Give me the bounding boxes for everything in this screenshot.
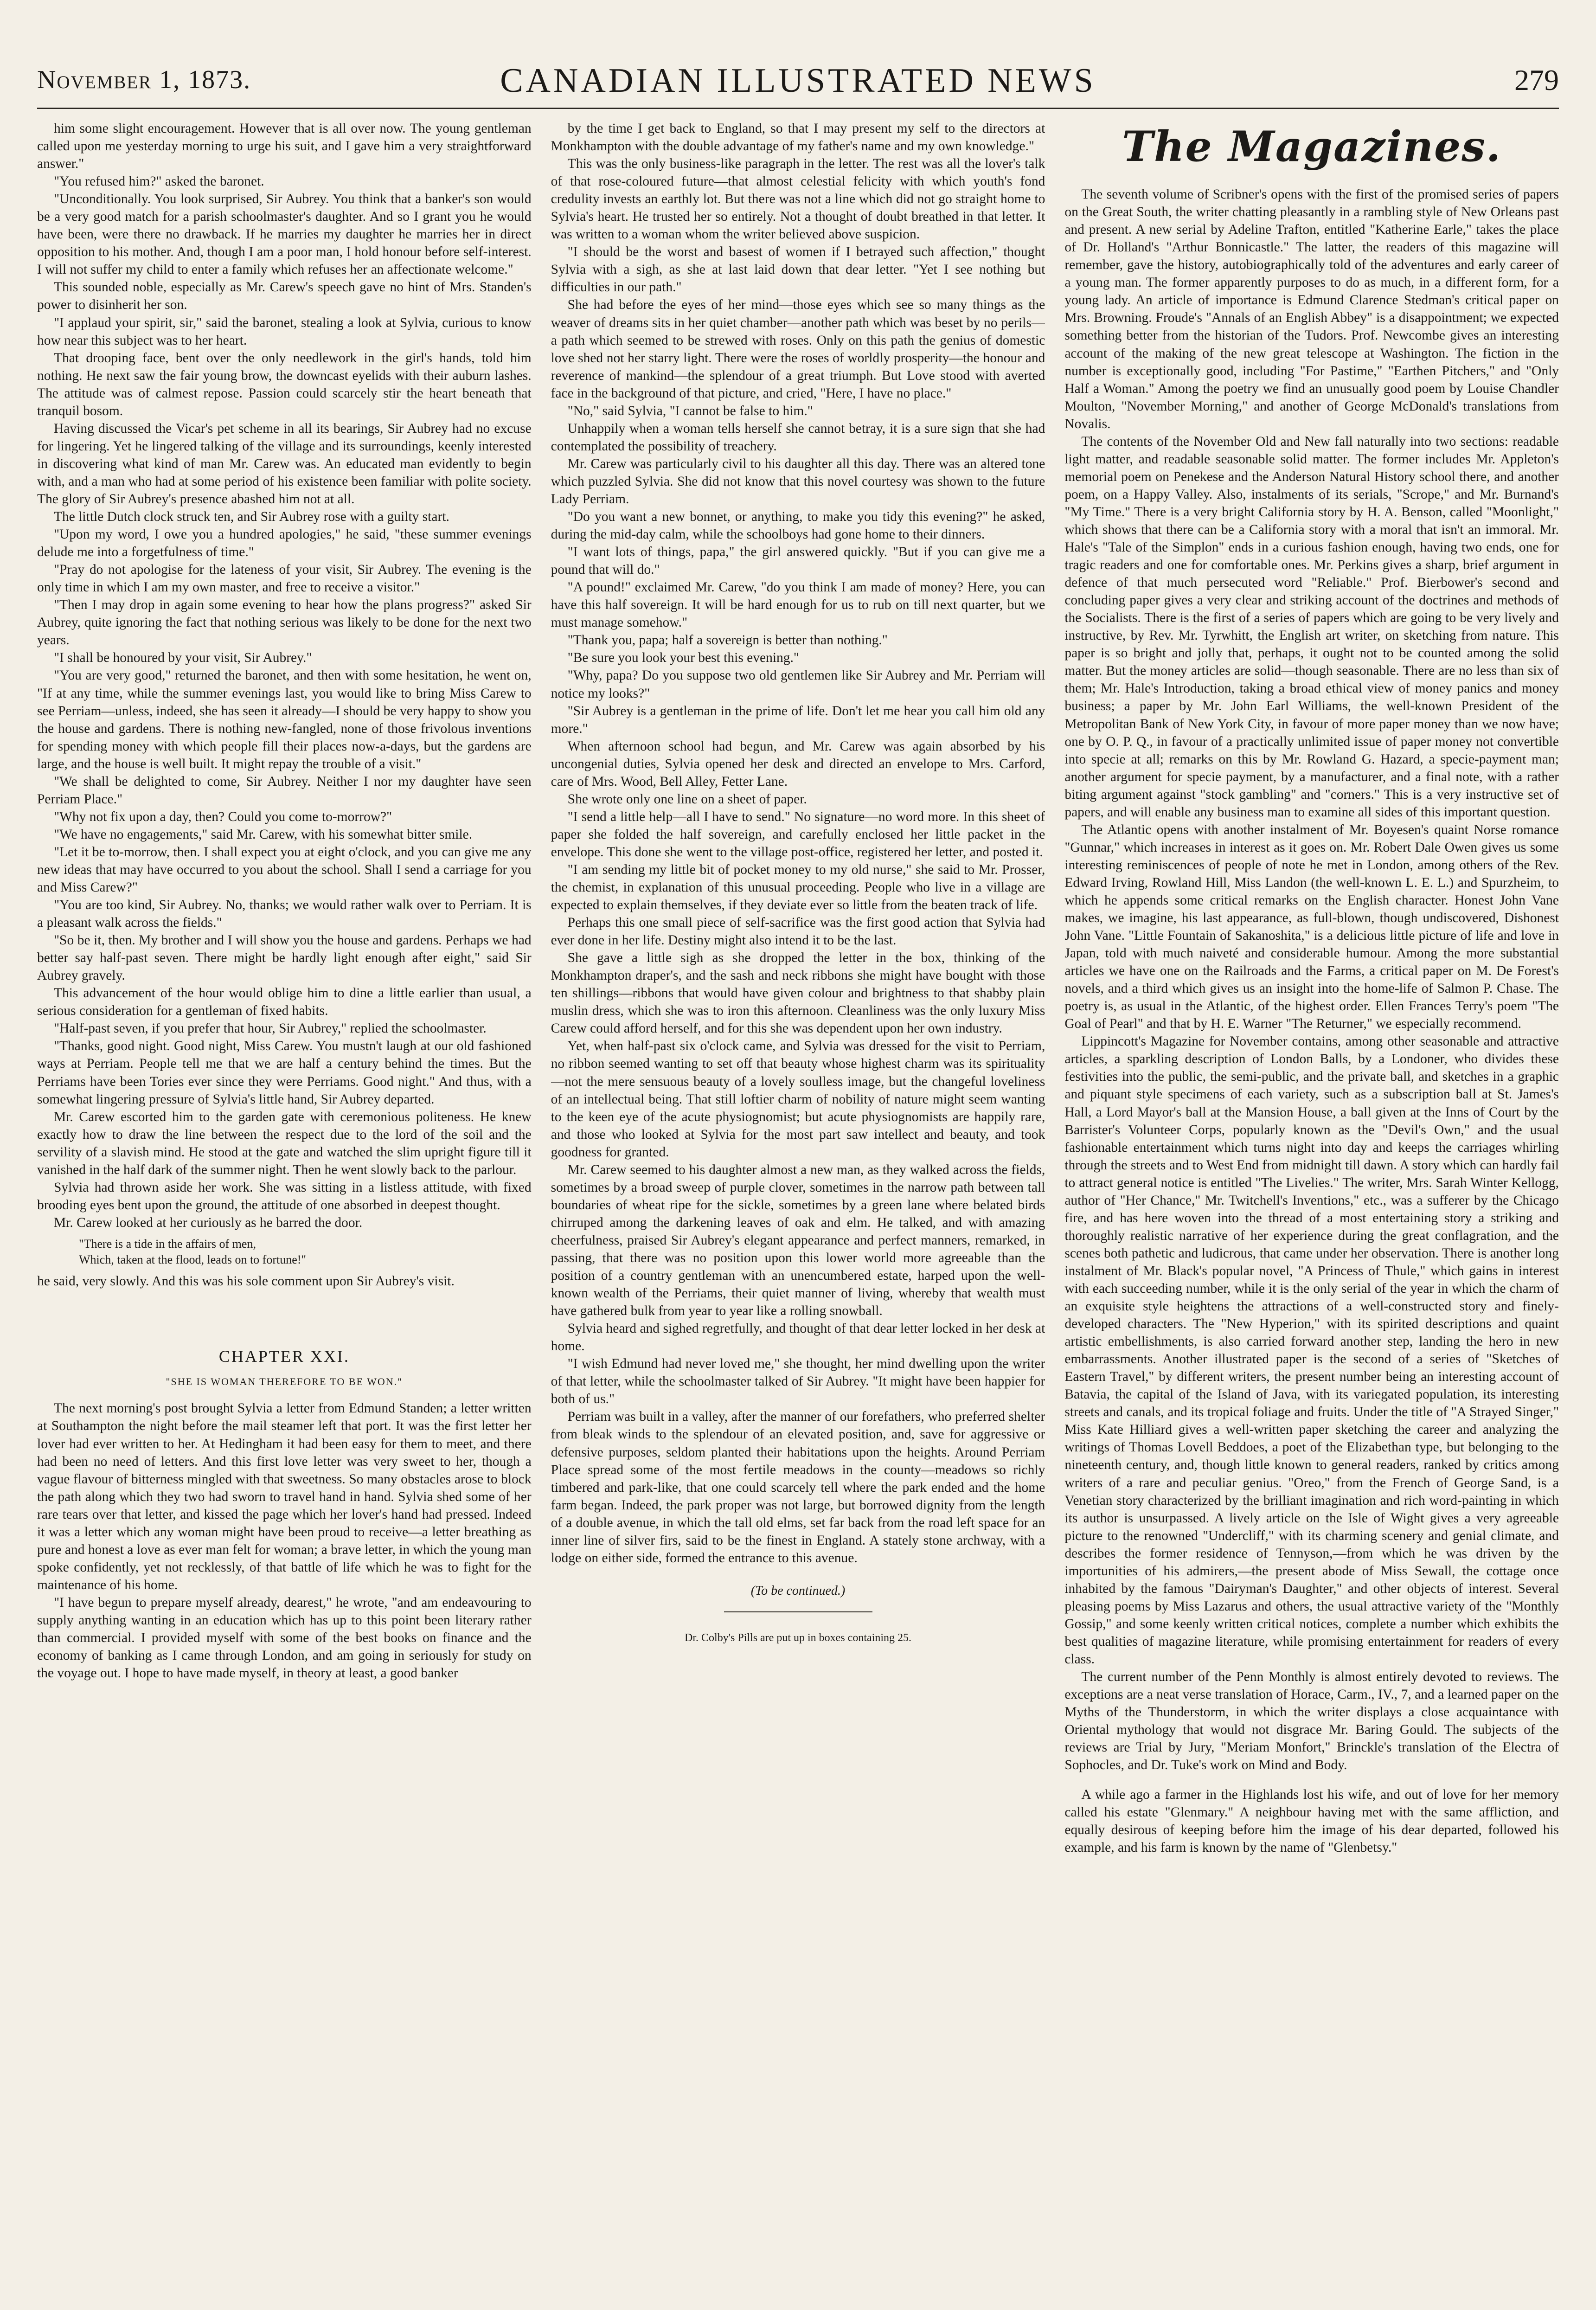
paragraph: A while ago a farmer in the Highlands lost his wife, and out of love for her memory called his estate "Glenmary." A neighbour having met with the same affliction, and equally desirous of keeping before him the image of his dear departed, followed his example, and his farm is known by the name of "Glenbetsy." xyxy=(1064,1787,1559,1855)
paragraph: "I have begun to prepare myself already, dearest," he wrote, "and am endeavouring to supply anything wanting in an education which has up to this point been literary rather than commercial. I provided myself with some of the best books on finance and the economy of banking as I came through London, and am going in seriously for study on the voyage out. I hope to have made myself, in theory at least, a good banker xyxy=(37,1595,532,1681)
paragraph: This was the only business-like paragraph in the letter. The rest was all the lover's talk of that rose-coloured future—that almost celestial felicity with which youth's fond credulity invests an earthly lot. But there was not a line which did not go straight home to Sylvia's heart. He trusted her so entirely. Not a thought of doubt breathed in that letter. It was written to a woman whom the writer believed above suspicion. xyxy=(551,156,1045,242)
paragraph: The seventh volume of Scribner's opens with the first of the promised series of papers on the Great South, the writer chatting pleasantly in a rambling style of New Orleans past and present. A new serial by Adeline Trafton, entitled "Katherine Earle," takes the place of Dr. Holland's "Arthur Bonnicastle." The latter, the readers of this magazine will remember, gave the history, autobiographically told of the adventures and early career of a young man. The former apparently purposes to do as much, in a different form, for a young lady. An article of importance is Edmund Clarence Stedman's critical paper on Mrs. Browning. Froude's "Annals of an English Abbey" is a disappointment; we expected something better from the historian of the Tudors. Prof. Newcombe gives an interesting account of the making of the new great telescope at Washington. The fiction in the number is exceptionally good, including "For Pastime," "Earthen Pitchers," and "Only Half a Woman." Among the poetry we find an unusually good poem by Louise Chandler Moulton, "November Morning," and another of George McDonald's translations from Novalis. xyxy=(1064,187,1559,431)
paragraph: "We have no engagements," said Mr. Carew, with his somewhat bitter smile. xyxy=(54,827,473,842)
issue-date: November 1, 1873. xyxy=(37,65,251,94)
verse-line: Which, taken at the flood, leads on to fortune!" xyxy=(79,1252,307,1266)
paragraph: "I send a little help—all I have to send." No signature—no word more. In this sheet of paper she folded the half sovereign, and carefully enclosed her little packet in the envelope. This done she went to the village post-office, registered her letter, and posted it. xyxy=(551,809,1045,860)
newspaper-title: CANADIAN ILLUSTRATED NEWS xyxy=(500,62,1096,100)
paragraph: Mr. Carew looked at her curiously as he barred the door. xyxy=(54,1215,363,1230)
paragraph: She gave a little sigh as she dropped the letter in the box, thinking of the Monkhampton draper's, and the sash and neck ribbons she might have bought with those ten shillings—ribbons that would have given colour and brightness to that shabby plain muslin dress, which she was to iron this afternoon. Cleanliness was the only luxury Miss Carew could afford herself, and for this she was dependent upon her own industry. xyxy=(551,950,1045,1036)
column-2 xyxy=(551,120,1045,2254)
paragraph: by the time I get back to England, so that I may present my self to the directors at Monkhampton with the double advantage of my father's name and my own knowledge." xyxy=(551,121,1045,154)
masthead xyxy=(37,56,1559,107)
verse-line: "There is a tide in the affairs of men, xyxy=(79,1237,256,1251)
to-be-continued: (To be continued.) xyxy=(750,1583,846,1598)
paragraph: "You refused him?" asked the baronet. xyxy=(54,174,264,189)
paragraph: Mr. Carew escorted him to the garden gate with ceremonious politeness. He knew exactly how to draw the line between the respect due to the lord of the soil and the servility of a slavish mind. He stood at the gate and watched the slim upright figure till it vanished in the half dark of the summer night. Then he went slowly back to the parlour. xyxy=(37,1109,532,1177)
column-1 xyxy=(37,120,532,2254)
paragraph: "No," said Sylvia, "I cannot be false to him." xyxy=(567,403,813,418)
paragraph-gap xyxy=(1064,1774,1559,1786)
chapter-title: CHAPTER XXI. xyxy=(218,1347,350,1366)
chapter-subtitle: "SHE IS WOMAN THEREFORE TO BE WON." xyxy=(166,1376,403,1388)
page-number: 279 xyxy=(1514,64,1559,96)
paragraph: him some slight encouragement. However that is all over now. The young gentleman called upon me yesterday morning to urge his suit, and I gave him a very straightforward answer." xyxy=(37,121,532,172)
advertisement: Dr. Colby's Pills are put up in boxes containing 25. xyxy=(685,1631,911,1644)
paragraph: "Then I may drop in again some evening to hear how the plans progress?" asked Sir Aubrey, quite ignoring the fact that nothing serious was likely to be done for the next two years. xyxy=(37,597,532,648)
paragraph: he said, very slowly. And this was his sole comment upon Sir Aubrey's visit. xyxy=(37,1273,455,1289)
paragraph: "Why, papa? Do you suppose two old gentlemen like Sir Aubrey and Mr. Perriam will notice my looks?" xyxy=(551,668,1045,701)
paragraph: Yet, when half-past six o'clock came, and Sylvia was dressed for the visit to Perriam, no ribbon seemed wanting to set off that beauty whose highest charm was its spirituality—not the mere sensuous beauty of a lovely soulless image, but the changeful loveliness of an intellectual being. That still loftier charm of nobility of nature might seem wanting to the keen eye of the acute physiognomist; but acute physiognomists are happily rare, and those who looked at Sylvia for the most part saw intellect and beauty, and took goodness for granted. xyxy=(551,1039,1045,1160)
paragraph: "A pound!" exclaimed Mr. Carew, "do you think I am made of money? Here, you can have this half sovereign. It will be hard enough for us to rub on till next quarter, but we must manage somehow." xyxy=(551,580,1045,630)
paragraph: When afternoon school had begun, and Mr. Carew was again absorbed by his uncongenial duties, Sylvia opened her desk and directed an envelope to Mrs. Carford, care of Mrs. Wood, Bell Alley, Fetter Lane. xyxy=(551,738,1045,789)
masthead-rule xyxy=(37,108,1559,109)
paragraph: "You are too kind, Sir Aubrey. No, thanks; we would rather walk over to Perriam. It is a pleasant walk across the fields." xyxy=(37,898,532,930)
paragraph: "Be sure you look your best this evening." xyxy=(567,650,799,666)
paragraph: "We shall be delighted to come, Sir Aubrey. Neither I nor my daughter have seen Perriam Place." xyxy=(37,774,532,807)
verse-quote xyxy=(79,1236,532,1268)
paragraph: The next morning's post brought Sylvia a letter from Edmund Standen; a letter written at Southampton the night before the mail steamer left that port. It was the first letter her lover had ever written to her. At Hedingham it had been easy for them to meet, and there had been no need of letters. And this first love letter was very sweet to her, though a vague flavour of bitterness mingled with that sweetness. So many obstacles arose to block the path along which they two had sworn to travel hand in hand. Sylvia shed some of her rare tears over that letter, and kissed the page which her lover's hand had pressed. Indeed it was a letter which any woman might have been proud to receive—a letter breathing as pure and honest a love as ever man felt for woman; a brave letter, in which the young man spoke confidently, yet not recklessly, of that battle of life which he was to fight for the maintenance of his home. xyxy=(37,1401,532,1592)
column-3 xyxy=(1064,120,1559,2254)
paragraph: The current number of the Penn Monthly is almost entirely devoted to reviews. The exceptions are a neat verse translation of Horace, Carm., IV., 7, and a learned paper on the Myths of the Thunderstorm, in which the writer displays a close acquaintance with Oriental mythology that would not disgrace Mr. Baring Gould. The subjects of the reviews are Trial by Jury, "Meriam Monfort," Brinckle's translation of the Electra of Sophocles, and Dr. Tuke's work on Mind and Body. xyxy=(1064,1669,1559,1773)
paragraph: "You are very good," returned the baronet, and then with some hesitation, he went on, "If at any time, while the summer evenings last, you would like to bring Miss Carew to see Perriam—unless, indeed, she has seen it already—I should be very happy to show you the house and gardens. There is nothing new-fangled, none of those frivolous inventions for spending money with which people fill their places now-a-days, but the gardens are large, and the house is well built. It might repay the trouble of a visit." xyxy=(37,668,532,771)
paragraph: "I applaud your spirit, sir," said the baronet, stealing a look at Sylvia, curious to know how near this subject was to her heart. xyxy=(37,315,532,348)
paragraph: "Do you want a new bonnet, or anything, to make you tidy this evening?" he asked, during the mid-day calm, while the schoolboys had gone home to their dinners. xyxy=(551,509,1045,542)
paragraph: "I want lots of things, papa," the girl answered quickly. "But if you can give me a pound that will do." xyxy=(551,545,1045,578)
paragraph: "Sir Aubrey is a gentleman in the prime of life. Don't let me hear you call him old any more." xyxy=(551,703,1045,736)
section-rule xyxy=(724,1611,872,1612)
paragraph: Having discussed the Vicar's pet scheme in all its bearings, Sir Aubrey had no excuse for lingering. Yet he lingered talking of the village and its surroundings, keenly interested in discovering what kind of man Mr. Carew was. An educated man evidently to begin with, and a man who had at some period of his existence been familiar with polite society. The glory of Sir Aubrey's presence abashed him not at all. xyxy=(37,421,532,507)
paragraph: "Thank you, papa; half a sovereign is better than nothing." xyxy=(567,633,888,648)
paragraph: "So be it, then. My brother and I will show you the house and gardens. Perhaps we had better say half-past seven. There might be hardly light enough after eight," said Sir Aubrey gravely. xyxy=(37,933,532,983)
paragraph: She wrote only one line on a sheet of paper. xyxy=(567,791,807,807)
paragraph: Mr. Carew was particularly civil to his daughter all this day. There was an altered tone which puzzled Sylvia. She did not know that this novel courtesy was shown to the future Lady Perriam. xyxy=(551,456,1045,507)
paragraph: "Why not fix upon a day, then? Could you come to-morrow?" xyxy=(54,809,392,824)
paragraph: The Atlantic opens with another instalment of Mr. Boyesen's quaint Norse romance "Gunnar," which increases in interest as it goes on. Mr. Robert Dale Owen gives us some interesting reminiscences of people of note he met in London, among others of the Rev. Edward Irving, Rowland Hill, Miss Landon (the well-known L. E. L.) and Spurzheim, to which he appends some critical remarks on the English character. Honest John Vane makes, we imagine, his last appearance, as full-blown, though undiscovered, Dishonest John Vane. "Little Fountain of Sakanoshita," is a delicious little picture of life and love in Japan, told with much naiveté and considerable humour. Among the more substantial articles we have one on the Railroads and the Farms, a critical paper on M. De Forest's novels, and a third which gives us an insight into the home-life of Salmon P. Chase. The poetry is, as usual in the Atlantic, of the highest order. Ellen Frances Terry's poem "The Goal of Pearl" and that by H. E. Warner "The Returner," we especially recommend. xyxy=(1064,822,1559,1032)
paragraph: Sylvia had thrown aside her work. She was sitting in a listless attitude, with fixed brooding eyes bent upon the ground, the attitude of one absorbed in deepest thought. xyxy=(37,1180,532,1213)
section-heading: The Magazines. xyxy=(1122,122,1502,171)
paragraph: "I am sending my little bit of pocket money to my old nurse," she said to Mr. Prosser, the chemist, in explanation of this unusual proceeding. People who live in a village are expected to explain themselves, if they deviate ever so little from the beaten track of life. xyxy=(551,862,1045,913)
paragraph: Perhaps this one small piece of self-sacrifice was the first good action that Sylvia had ever done in her life. Destiny might also intend it to be the last. xyxy=(551,915,1045,948)
paragraph: Unhappily when a woman tells herself she cannot betray, it is a sure sign that she had contemplated the possibility of treachery. xyxy=(551,421,1045,454)
paragraph: Sylvia heard and sighed regretfully, and thought of that dear letter locked in her desk at home. xyxy=(551,1321,1045,1354)
paragraph: "Let it be to-morrow, then. I shall expect you at eight o'clock, and you can give me any new ideas that may have occurred to you about the school. Shall I send a carriage for you and Miss Carew?" xyxy=(37,844,532,895)
paragraph: "I should be the worst and basest of women if I betrayed such affection," thought Sylvia with a sigh, as she at last laid down that dear letter. "Yet I see nothing but difficulties in our path." xyxy=(551,244,1045,295)
paragraph: "Pray do not apologise for the lateness of your visit, Sir Aubrey. The evening is the only time in which I am my own master, and free to receive a visitor." xyxy=(37,562,532,595)
paragraph: Lippincott's Magazine for November contains, among other seasonable and attractive articles, a sparkling description of London Balls, by a Londoner, who divides these festivities into the public, the semi-public, and the private ball, and sketches in a graphic and piquant style specimens of each variety, such as a subscription ball at St. James's Hall, a Lord Mayor's ball at the Mansion House, a ball given at the Inns of Court by the Barrister's Volunteer Corps, popularly known as the "Devil's Own," and the usual fashionable entertainment which turns night into day and keeps the carriages whirling through the streets and to West End from midnight till dawn. A story which can hardly fail to attract general notice is entitled "The Livelies." The writer, Mrs. Sarah Winter Kellogg, author of "Her Chance," Mr. Twitchell's Inventions," etc., was a sufferer by the Chicago fire, and has here woven into the thread of a most entertaining story a striking and thoroughly realistic narrative of her experience during the great conflagration, and the scenes both pathetic and ludicrous, that came under her observation. There is another long instalment of Mr. Black's popular novel, "A Princess of Thule," which gains in interest with each succeeding number, while it is the only serial of the year in which the charm of an exquisite style heightens the attractions of a well-constructed story and finely-developed characters. The "New Hyperion," with its spirited descriptions and quaint artistic embellishments, is also carried forward another step, landing the hero in new embarrassments. Another illustrated paper is the second of a series of "Sketches of Eastern Travel," by different writers, the present number being an interesting account of Batavia, the capital of the Island of Java, with its variegated population, its interesting streets and canals, and its tropical foliage and fruits. Under the title of "A Strayed Singer," Miss Kate Hilliard gives a well-written paper sketching the career and analyzing the writings of Thomas Lovell Beddoes, a poet of the Elizabethan type, but belonging to the nineteenth century, and, though little known to general readers, ranked by critics among writers of a rare and peculiar genius. "Oreo," from the French of George Sand, is a Venetian story characterized by the brilliant imagination and rich word-painting in which its author is unsurpassed. A lively article on the Isle of Wight gives a very agreeable picture to the renowned "Undercliff," with its charming scenery and genial climate, and describes the former residence of Tennyson,—from which he was driven by the importunities of his admirers,—the present abode of Miss Sewall, the cottage once inhabited by the famous "Dairyman's Daughter," and other objects of interest. Several pleasing poems by Miss Lazarus and others, the usual attractive variety of the "Monthly Gossip," and some keenly written critical notices, complete a number which exhibits the best qualities of magazine literature, while promising entertainment for readers of every class. xyxy=(1064,1034,1559,1667)
columns xyxy=(37,120,1559,2254)
paragraph: The contents of the November Old and New fall naturally into two sections: readable light matter, and readable seasonable solid matter. The former includes Mr. Appleton's memorial poem on Penekese and the Anderson Natural History school there, and another poem, on a Happy Valley. Also, instalments of its serials, "Scrope," and Mr. Burnand's "My Time." There is a very bright California story by H. A. Benson, called "Moonlight," which shows that there can be a California story with a moral that isn't an immoral. Mr. Hale's "Tale of the Simplon" ends in a curious fashion enough, having two ends, one for tragic readers and one for comfortable ones. Mr. Perkins gives a sharp, brief argument in defence of that much persecuted word "Reliable." Prof. Bierbower's second and concluding paper gives a very clear and striking account of the doctrines and methods of the Socialists. There is the first of a series of papers which are going to be very lively and instructive, by Rev. Mr. Tyrwhitt, the English art writer, on sketching from nature. This paper is so bright and jolly that, perhaps, it ought not to be counted among the solid matter. But the money articles are solid—though seasonable. There are no less than six of them; Mr. Hale's Introduction, taking a broad ethical view of money panics and money business; a paper by Mr. John Earl Williams, the well-known President of the Metropolitan Bank of New York City, in favour of more paper money than we now have; one by O. P. Q., in favour of a practically unlimited issue of paper money not convertible into specie at all; remarks on this by Mr. Rowland G. Hazard, a specie-payment man; another argument for specie payment, by a manufacturer, and a final note, with a rather biting argument against "stock gambling" and "corners." This is a very instructive set of papers, and will enable any business man to examine all sides of this important question. xyxy=(1064,434,1559,820)
paragraph: She had before the eyes of her mind—those eyes which see so many things as the weaver of dreams sits in her quiet chamber—another path which was beset by no perils—a path which seemed to be strewed with roses. Only on this path the genius of domestic love shed not her starry light. There were the roses of worldly prosperity—the honour and reverence of mankind—the splendour of a great triumph. But Love stood with averted face in the background of that picture, and cried, "Here, I have no place." xyxy=(551,297,1045,401)
paragraph: This sounded noble, especially as Mr. Carew's speech gave no hint of Mrs. Standen's power to disinherit her son. xyxy=(37,280,532,313)
paragraph: "Half-past seven, if you prefer that hour, Sir Aubrey," replied the schoolmaster. xyxy=(54,1021,487,1036)
paragraph: "I wish Edmund had never loved me," she thought, her mind dwelling upon the writer of that letter, while the schoolmaster talked of Sir Aubrey. "It might have been happier for both of us." xyxy=(551,1356,1045,1407)
paragraph: "Unconditionally. You look surprised, Sir Aubrey. You think that a banker's son would be a very good match for a parish schoolmaster's daughter. And so I grant you he would have been, were there no drawback. If he marries my daughter he marries her in direct opposition to his mother. And, though I am a poor man, I hold honour before self-interest. I will not suffer my child to enter a family which refuses her an affectionate welcome." xyxy=(37,192,532,277)
paragraph: Perriam was built in a valley, after the manner of our forefathers, who preferred shelter from bleak winds to the splendour of an elevated position, and, save for aggressive or defensive purposes, seldom planted their habitations upon the heights. Around Perriam Place spread some of the most fertile meadows in the county—meadows so richly timbered and park-like, that one could scarcely tell where the park ended and the home farm began. Indeed, the park proper was not large, but borrowed dignity from the length of a double avenue, in which the tall old elms, set far back from the road left space for an inner line of silver firs, said to be the finest in England. A stately stone archway, with a lodge on either side, formed the entrance to this avenue. xyxy=(551,1409,1045,1566)
paragraph: The little Dutch clock struck ten, and Sir Aubrey rose with a guilty start. xyxy=(54,509,449,525)
paragraph: This advancement of the hour would oblige him to dine a little earlier than usual, a serious consideration for a gentleman of fixed habits. xyxy=(37,986,532,1019)
paragraph: "Upon my word, I owe you a hundred apologies," he said, "these summer evenings delude me into a forgetfulness of time." xyxy=(37,527,532,560)
paragraph: "Thanks, good night. Good night, Miss Carew. You mustn't laugh at our old fashioned ways at Perriam. People tell me that we are half a century behind the times. But the Perriams have been Tories ever since they were Perriams. Good night." And thus, with a somewhat lingering pressure of Sylvia's little hand, Sir Aubrey departed. xyxy=(37,1039,532,1107)
paragraph: That drooping face, bent over the only needlework in the girl's hands, told him nothing. He next saw the fair young brow, the downcast eyelids with their auburn lashes. The attitude was of calmest repose. Passion could scarcely stir the heart beneath that tranquil bosom. xyxy=(37,350,532,418)
paragraph: Mr. Carew seemed to his daughter almost a new man, as they walked across the fields, sometimes by a broad sweep of purple clover, sometimes in the narrow path between tall boundaries of wheat ripe for the sickle, sometimes by a green lane where belated birds chirruped among the darkening leaves of oak and elm. He talked, and with amazing cheerfulness, praised Sir Aubrey's elegant appearance and perfect manners, remarked, in passing, that there was no position upon this lower world more agreeable than the position of a country gentleman with an unencumbered estate, harped upon the well-known wealth of the Perriams, their quiet manner of living, whereby that wealth must have gathered bulk from year to year like a rolling snowball. xyxy=(551,1162,1045,1319)
paragraph: "I shall be honoured by your visit, Sir Aubrey." xyxy=(54,650,312,666)
